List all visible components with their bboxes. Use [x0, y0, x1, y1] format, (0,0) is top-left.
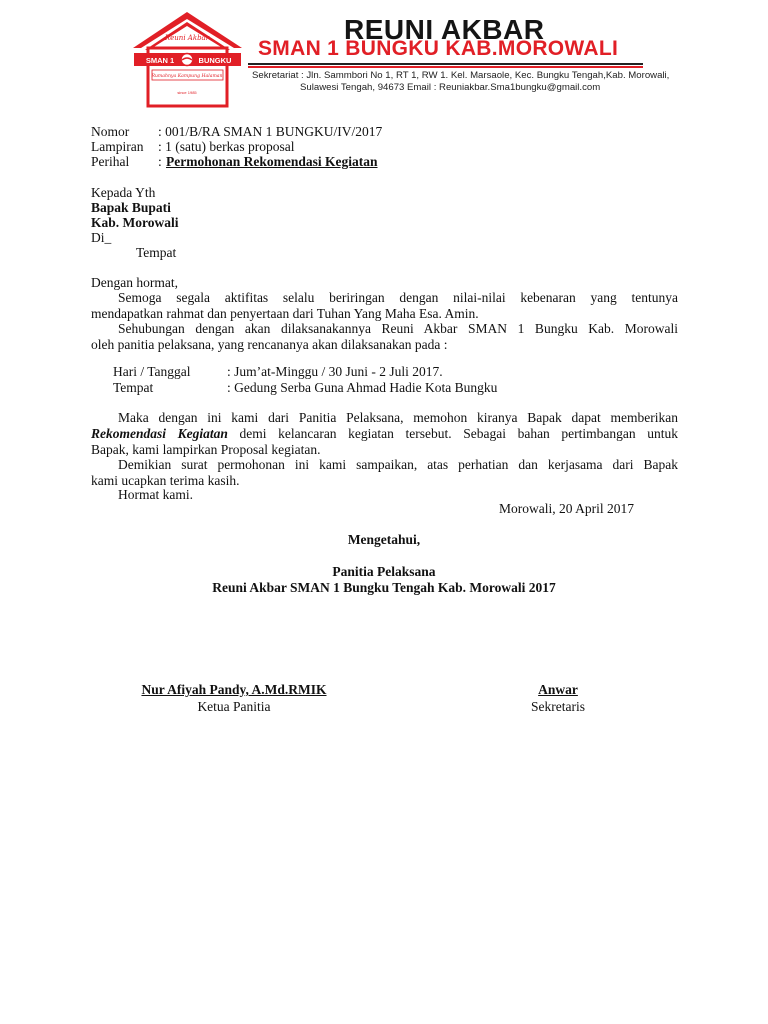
right-signatory-role: Sekretaris — [531, 699, 585, 714]
paragraph-1-line-1: Semoga segala aktifitas selalu beriringan dengan nilai-nilai kebenaran yang tentunya — [118, 290, 678, 305]
paragraph-3-line-1: Maka dengan ini kami dari Panitia Pelaksana, memohon kiranya Bapak dapat memberikan — [118, 410, 678, 425]
organization-label: Reuni Akbar SMAN 1 Bungku Tengah Kab. Morowali 2017 — [212, 580, 556, 595]
committee-label: Panitia Pelaksana — [332, 564, 436, 579]
paragraph-2 — [91, 321, 678, 353]
closing: Hormat kami. — [118, 487, 193, 502]
logo-script-text: Reuni Akbar — [164, 34, 210, 42]
recipient-line-3: Kab. Morowali — [91, 215, 179, 230]
nomor-value: : 001/B/RA SMAN 1 BUNGKU/IV/2017 — [158, 124, 383, 139]
logo-motto: Rumahnya Kampung Halaman — [151, 74, 223, 79]
letterhead-rule-black — [248, 63, 643, 65]
paragraph-3-line-3: Bapak, kami lampirkan Proposal kegiatan. — [91, 442, 321, 457]
event-day-value: : Jum’at-Minggu / 30 Juni - 2 Juli 2017. — [227, 364, 443, 379]
perihal-colon: : — [158, 154, 162, 169]
place-date: Morowali, 20 April 2017 — [499, 501, 634, 516]
letterhead — [0, 0, 768, 115]
reuni-akbar-logo — [130, 10, 245, 110]
acknowledged-label: Mengetahui, — [347, 532, 421, 547]
paragraph-4-line-2: kami ucapkan terima kasih. — [91, 473, 240, 488]
paragraph-2-line-1: Sehubungan dengan akan dilaksanakannya Reuni Akbar SMAN 1 Bungku Kab. Morowali — [118, 321, 678, 336]
right-signatory-name: Anwar — [538, 682, 578, 697]
address-line-2: Sulawesi Tengah, 94673 Email : Reuniakbar.Sma1bungku@gmail.com — [300, 82, 601, 93]
perihal-label: Perihal — [91, 154, 130, 169]
paragraph-2-line-2: oleh panitia pelaksana, yang rencananya akan dilaksanakan pada : — [91, 337, 448, 352]
paragraph-1-line-2: mendapatkan rahmat dan penyertaan dari Tuhan Yang Maha Esa. Amin. — [91, 306, 479, 321]
logo-since: since 1985 — [177, 90, 197, 95]
greeting: Dengan hormat, — [91, 275, 178, 290]
event-day-label: Hari / Tanggal — [113, 364, 191, 379]
logo-band-right: BUNGKU — [198, 56, 232, 65]
emphasis-rekomendasi: Rekomendasi Kegiatan — [91, 426, 228, 441]
letterhead-title: REUNI AKBAR — [344, 14, 545, 45]
recipient-line-4: Di_ — [91, 230, 112, 245]
recipient-line-1: Kepada Yth — [91, 185, 156, 200]
letterhead-subtitle: SMAN 1 BUNGKU KAB.MOROWALI — [258, 37, 619, 60]
lampiran-value: : 1 (satu) berkas proposal — [158, 139, 295, 154]
nomor-label: Nomor — [91, 124, 130, 139]
paragraph-4-line-1: Demikian surat permohonan ini kami sampaikan, atas perhatian dan kerjasama dari Bapak — [118, 457, 678, 472]
paragraph-3-line-2-rest: demi kelancaran kegiatan tersebut. Sebagai bahan pertimbangan untuk — [239, 426, 679, 441]
paragraph-4 — [91, 457, 678, 489]
left-signatory-name: Nur Afiyah Pandy, A.Md.RMIK — [141, 682, 327, 697]
event-place-value: : Gedung Serba Guna Ahmad Hadie Kota Bungku — [227, 380, 498, 395]
address-line-1: Sekretariat : Jln. Sammbori No 1, RT 1, RW 1. Kel. Marsaole, Kec. Bungku Tengah,Kab. Morowali, — [252, 70, 670, 81]
perihal-value: Permohonan Rekomendasi Kegiatan — [166, 154, 378, 169]
lampiran-label: Lampiran — [91, 139, 144, 154]
recipient-line-5: Tempat — [136, 245, 177, 260]
logo-band-left: SMAN 1 — [145, 56, 175, 65]
paragraph-3 — [91, 410, 678, 458]
left-signatory-role: Ketua Panitia — [197, 699, 271, 714]
event-place-label: Tempat — [113, 380, 154, 395]
letterhead-rule-red — [248, 66, 643, 68]
recipient-line-2: Bapak Bupati — [91, 200, 171, 215]
paragraph-3-line-2 — [91, 426, 678, 442]
paragraph-1 — [91, 290, 678, 322]
